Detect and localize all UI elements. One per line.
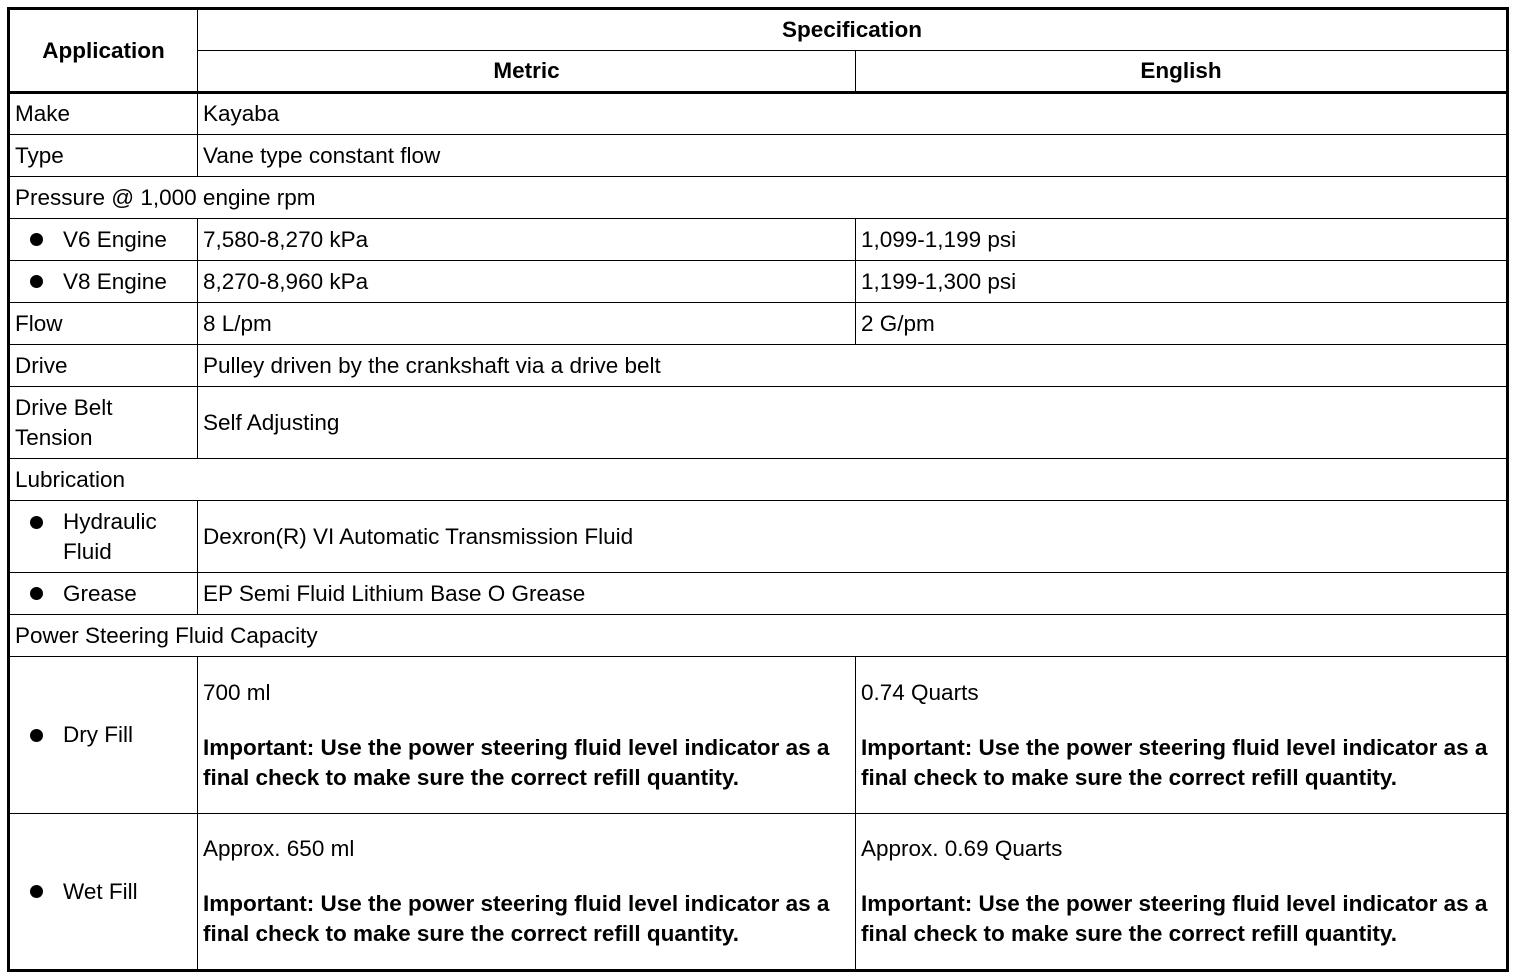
- make-value: Kayaba: [198, 93, 1508, 135]
- drive-value: Pulley driven by the crankshaft via a drive belt: [198, 345, 1508, 387]
- table-row-lubrication: [9, 459, 1508, 501]
- wet-fill-metric: Approx. 650 ml: [203, 836, 355, 861]
- wet-fill-english-cell: [856, 814, 1508, 971]
- bullet-icon: [30, 275, 43, 288]
- v8-english: 1,199-1,300 psi: [856, 261, 1508, 303]
- table-row-make: [9, 93, 1508, 135]
- table-row-drive: [9, 345, 1508, 387]
- table-row-capacity: [9, 615, 1508, 657]
- header-row-bottom: [9, 51, 1508, 93]
- flow-metric: 8 L/pm: [198, 303, 856, 345]
- hydraulic-label: [63, 507, 157, 567]
- table-row-wet-fill: [9, 814, 1508, 971]
- pressure-section-label: Pressure @ 1,000 engine rpm: [9, 177, 1508, 219]
- bullet-icon: [30, 885, 43, 898]
- v6-label-cell: [9, 219, 198, 261]
- drive-belt-label-cell: [9, 387, 198, 459]
- hydraulic-label-line2: Fluid: [63, 538, 112, 564]
- table-row-pressure: [9, 177, 1508, 219]
- type-value: Vane type constant flow: [198, 135, 1508, 177]
- bullet-icon: [30, 729, 43, 742]
- table-row-type: [9, 135, 1508, 177]
- bullet-icon: [30, 516, 43, 529]
- drive-label: Drive: [9, 345, 198, 387]
- bullet-icon: [30, 587, 43, 600]
- drive-belt-label-line1: Drive Belt: [15, 394, 113, 420]
- wet-fill-metric-note: Important: Use the power steering fluid level indicator as a final check to make sure the correct refill quantity.: [203, 891, 830, 946]
- wet-fill-label: Wet Fill: [63, 878, 138, 904]
- v6-english: 1,099-1,199 psi: [856, 219, 1508, 261]
- specification-table: [7, 7, 1509, 972]
- v8-metric: 8,270-8,960 kPa: [198, 261, 856, 303]
- grease-label: Grease: [63, 580, 137, 606]
- wet-fill-english: Approx. 0.69 Quarts: [861, 836, 1063, 861]
- flow-english: 2 G/pm: [856, 303, 1508, 345]
- table-row-v6: [9, 219, 1508, 261]
- dry-fill-label: Dry Fill: [63, 722, 133, 747]
- table-row-v8: [9, 261, 1508, 303]
- v8-label-cell: [9, 261, 198, 303]
- drive-belt-label-line2: Tension: [15, 424, 93, 450]
- table-row-hydraulic-fluid: [9, 501, 1508, 573]
- v8-label: V8 Engine: [63, 268, 167, 294]
- hydraulic-value: Dexron(R) VI Automatic Transmission Fluid: [198, 501, 1508, 573]
- bullet-icon: [30, 233, 43, 246]
- metric-header: Metric: [198, 51, 856, 93]
- flow-label: Flow: [9, 303, 198, 345]
- dry-fill-english-note: Important: Use the power steering fluid level indicator as a final check to make sure the correct refill quantity.: [861, 734, 1488, 790]
- v6-metric: 7,580-8,270 kPa: [198, 219, 856, 261]
- table-row-grease: [9, 573, 1508, 615]
- dry-fill-english-cell: [856, 657, 1508, 814]
- make-label: Make: [9, 93, 198, 135]
- capacity-section-label: Power Steering Fluid Capacity: [9, 615, 1508, 657]
- table-row-dry-fill: [9, 657, 1508, 814]
- wet-fill-english-note: Important: Use the power steering fluid level indicator as a final check to make sure the correct refill quantity.: [861, 891, 1488, 946]
- dry-fill-english: 0.74 Quarts: [861, 679, 979, 705]
- table-row-flow: [9, 303, 1508, 345]
- table-row-drive-belt: [9, 387, 1508, 459]
- hydraulic-label-line1: Hydraulic: [63, 508, 157, 534]
- specification-header: Specification: [198, 9, 1508, 51]
- header-row-top: [9, 9, 1508, 51]
- dry-fill-metric-note: Important: Use the power steering fluid level indicator as a final check to make sure the correct refill quantity.: [203, 734, 830, 790]
- dry-fill-label-cell: [9, 657, 198, 814]
- hydraulic-label-cell: [9, 501, 198, 573]
- dry-fill-metric-cell: [198, 657, 856, 814]
- grease-label-cell: [9, 573, 198, 615]
- wet-fill-label-cell: [9, 814, 198, 971]
- v6-label: V6 Engine: [63, 226, 167, 252]
- type-label: Type: [9, 135, 198, 177]
- drive-belt-value: Self Adjusting: [198, 387, 1508, 459]
- lubrication-section-label: Lubrication: [9, 459, 1508, 501]
- wet-fill-metric-cell: [198, 814, 856, 971]
- application-header: Application: [9, 9, 198, 93]
- dry-fill-metric: 700 ml: [203, 679, 271, 705]
- english-header: English: [856, 51, 1508, 93]
- grease-value: EP Semi Fluid Lithium Base O Grease: [198, 573, 1508, 615]
